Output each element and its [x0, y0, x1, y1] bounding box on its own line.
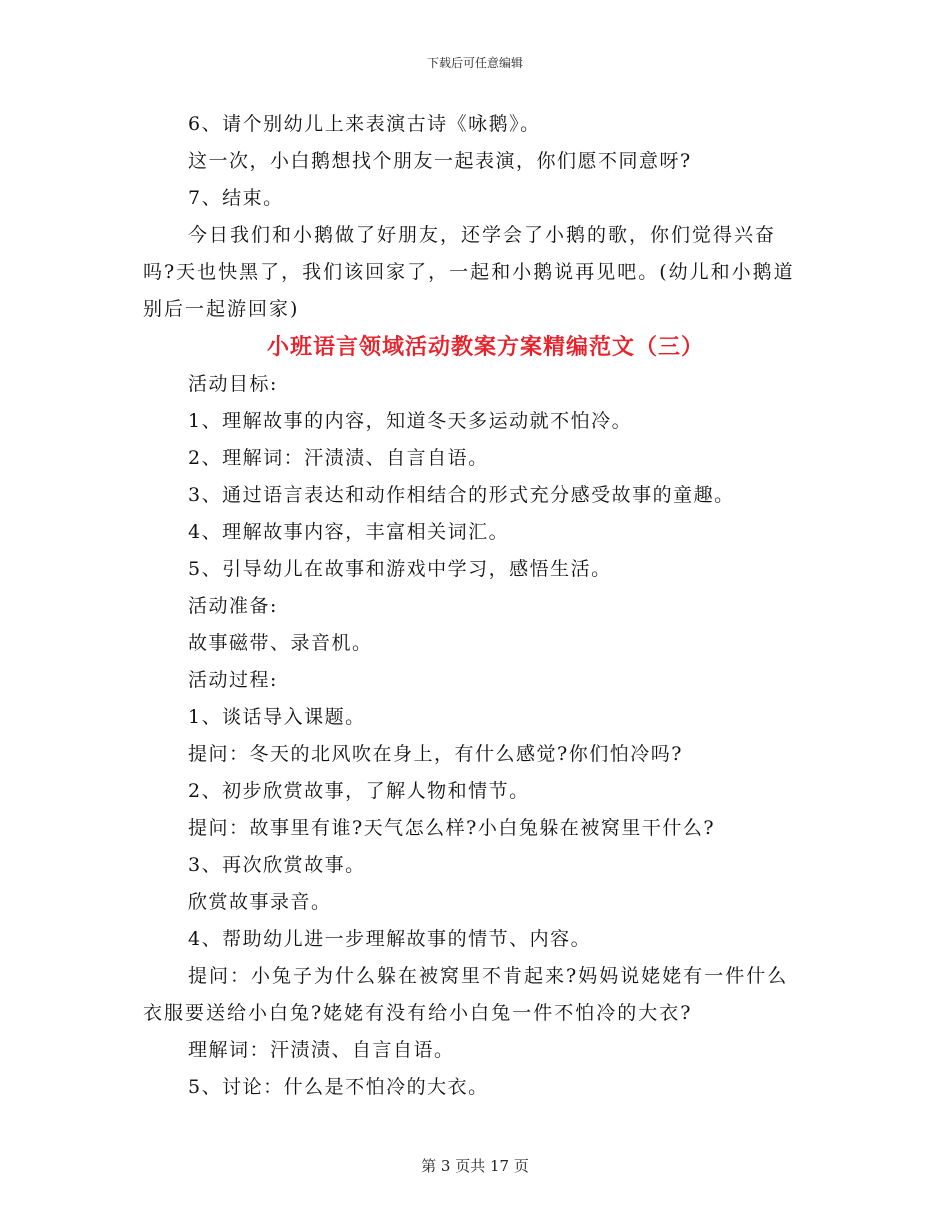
- paragraph: 5、引导幼儿在故事和游戏中学习，感悟生活。: [188, 558, 612, 580]
- paragraph: 理解词：汗渍渍、自言自语。: [188, 1039, 455, 1061]
- paragraph: 提问：小兔子为什么躲在被窝里不肯起来?妈妈说姥姥有一件什么衣服要送给小白兔?姥姥有没有给小白兔一件不怕冷的大衣?: [143, 965, 789, 1024]
- paragraph: 活动准备:: [188, 595, 278, 617]
- paragraph: 故事磁带、录音机。: [188, 632, 373, 654]
- paragraph: 2、初步欣赏故事，了解人物和情节。: [188, 780, 530, 802]
- paragraph: 活动过程:: [188, 669, 278, 691]
- paragraph: 4、帮助幼儿进一步理解故事的情节、内容。: [188, 928, 592, 950]
- paragraph: 提问：冬天的北风吹在身上，有什么感觉?你们怕冷吗?: [188, 743, 683, 765]
- paragraph: 1、谈话导入课题。: [188, 706, 366, 728]
- paragraph: 7、结束。: [188, 187, 284, 209]
- document-body: [143, 106, 808, 1106]
- paragraph: 活动目标:: [188, 373, 278, 395]
- paragraph: 欣赏故事录音。: [188, 891, 332, 913]
- paragraph: 5、讨论：什么是不怕冷的大衣。: [188, 1076, 489, 1098]
- paragraph: 6、请个别幼儿上来表演古诗《咏鹅》。: [188, 113, 541, 135]
- paragraph: 提问：故事里有谁?天气怎么样?小白兔躲在被窝里干什么?: [188, 817, 716, 839]
- paragraph: 3、通过语言表达和动作相结合的形式充分感受故事的童趣。: [188, 484, 735, 506]
- page-header: 下载后可任意编辑: [426, 56, 523, 70]
- page-footer: 第 3 页共 17 页: [421, 1157, 529, 1175]
- paragraph: 这一次，小白鹅想找个朋友一起表演，你们愿不同意呀?: [188, 150, 692, 172]
- paragraph: 4、理解故事内容，丰富相关词汇。: [188, 521, 510, 543]
- paragraph: 1、理解故事的内容，知道冬天多运动就不怕冷。: [188, 410, 633, 432]
- paragraph: 2、理解词：汗渍渍、自言自语。: [188, 447, 489, 469]
- paragraph: 3、再次欣赏故事。: [188, 854, 366, 876]
- section-title: 小班语言领域活动教案方案精编范文（三）: [266, 334, 704, 360]
- paragraph: 今日我们和小鹅做了好朋友，还学会了小鹅的歌，你们觉得兴奋吗?天也快黑了，我们该回家了，一起和小鹅说再见吧。(幼儿和小鹅道别后一起游回家): [143, 224, 795, 320]
